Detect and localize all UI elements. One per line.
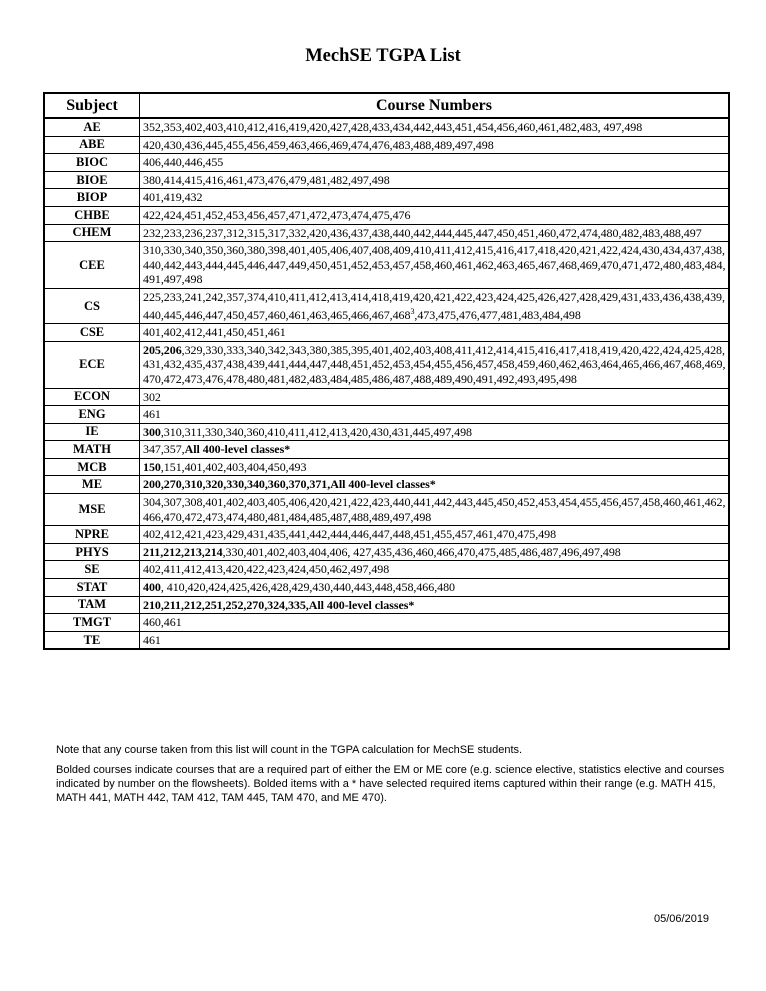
required-courses: All 400-level classes*	[184, 442, 291, 457]
subject-cell: BIOP	[44, 189, 140, 207]
course-numbers-cell	[140, 494, 730, 526]
required-courses: 300	[143, 424, 161, 439]
course-numbers-column-header: Course Numbers	[140, 93, 730, 118]
table-row	[44, 406, 729, 424]
table-row	[44, 118, 729, 136]
course-numbers-cell	[140, 288, 730, 323]
table-row	[44, 388, 729, 406]
course-list: 310,330,340,350,360,380,398,401,405,406,407,408,409,410,411,412,415,416,417,418,420,421,422,424,430,434,437,438,440,442,443,444,445,446,447,449,450,451,452,453,457,458,460,461,462,463,465,467,468,469,470,471,472,480,483,484,491,497,498	[143, 243, 726, 287]
course-numbers-cell	[140, 458, 730, 476]
page-title: MechSE TGPA List	[305, 46, 461, 66]
required-courses: 200,270,310,320,330,340,360,370,371,All 400-level classes*	[143, 477, 436, 492]
course-list: ,330,401,402,403,404,406, 427,435,436,460,466,470,475,485,486,487,496,497,498	[222, 544, 621, 559]
course-list: ,473,475,476,477,481,483,484,498	[414, 307, 581, 322]
course-numbers-cell	[140, 543, 730, 561]
course-numbers-cell	[140, 388, 730, 406]
course-numbers-cell	[140, 224, 730, 242]
course-numbers-cell	[140, 441, 730, 459]
table-header-row	[44, 93, 729, 118]
table-row	[44, 596, 729, 614]
table-row	[44, 526, 729, 544]
course-numbers-cell	[140, 324, 730, 342]
course-numbers-cell	[140, 189, 730, 207]
table-row	[44, 136, 729, 154]
course-list: 401,402,412,441,450,451,461	[143, 325, 286, 340]
course-numbers-cell	[140, 206, 730, 224]
subject-cell: MSE	[44, 494, 140, 526]
table-body	[44, 118, 729, 649]
subject-column-header: Subject	[44, 93, 140, 118]
subject-cell: ABE	[44, 136, 140, 154]
subject-cell: CSE	[44, 324, 140, 342]
subject-cell: ECON	[44, 388, 140, 406]
table-row	[44, 189, 729, 207]
note-tgpa-count: Note that any course taken from this list will count in the TGPA calculation for MechSE students.	[56, 744, 523, 756]
course-list: 461	[143, 632, 161, 647]
course-numbers-cell	[140, 631, 730, 649]
note-bolded-courses: Bolded courses indicate courses that are a required part of either the EM or ME core (e.g. science elective, statistics elective and courses indicated by number on the flowsheets). Bolded items with a * have selected required items captured within their range (e.g. MATH 415, MATH 441, MATH 442, TAM 412, TAM 445, TAM 470, and ME 470).	[56, 764, 725, 804]
tgpa-table	[43, 92, 730, 650]
table-row	[44, 171, 729, 189]
subject-cell: ENG	[44, 406, 140, 424]
course-list: ,310,311,330,340,360,410,411,412,413,420,430,431,445,497,498	[160, 424, 472, 439]
subject-cell: CEE	[44, 242, 140, 289]
subject-cell: NPRE	[44, 526, 140, 544]
subject-cell: TMGT	[44, 614, 140, 632]
subject-cell: CHBE	[44, 206, 140, 224]
course-numbers-cell	[140, 561, 730, 579]
subject-cell: MATH	[44, 441, 140, 459]
course-list: 461	[143, 407, 161, 422]
table-row	[44, 579, 729, 597]
notes-section	[56, 743, 728, 811]
course-numbers-cell	[140, 341, 730, 388]
course-list: 225,233,241,242,357,374,410,411,412,413,414,418,419,420,421,422,423,424,425,426,427,428,429,431,433,436,438,439,440,445,446,447,450,457,460,461,463,465,466,467,468	[143, 289, 725, 322]
course-numbers-cell	[140, 154, 730, 172]
required-courses: 400	[143, 580, 161, 595]
table-row	[44, 543, 729, 561]
course-numbers-cell	[140, 526, 730, 544]
course-list: ,329,330,333,340,342,343,380,385,395,401,402,403,408,411,412,414,415,416,417,418,419,420,422,424,425,428,431,432,435,437,438,439,441,444,447,448,451,452,453,454,455,456,457,458,459,460,462,463,464,465,466,467,468,469,470,472,473,476,478,480,481,482,483,484,485,486,487,488,489,490,491,492,493,495,498	[143, 342, 726, 386]
table-row	[44, 631, 729, 649]
required-courses: 210,211,212,251,252,270,324,335,All 400-level classes*	[143, 597, 415, 612]
subject-cell: PHYS	[44, 543, 140, 561]
required-courses: 205,206	[143, 342, 182, 357]
table-row	[44, 441, 729, 459]
subject-cell: AE	[44, 118, 140, 136]
course-list: 406,440,446,455	[143, 155, 224, 170]
course-list: 302	[143, 389, 161, 404]
subject-cell: ME	[44, 476, 140, 494]
table-row	[44, 494, 729, 526]
footnote-marker: 3	[410, 306, 415, 316]
document-date: 05/06/2019	[654, 913, 710, 925]
subject-cell: CHEM	[44, 224, 140, 242]
course-numbers-cell	[140, 579, 730, 597]
table-row	[44, 242, 729, 289]
course-numbers-cell	[140, 242, 730, 289]
table-row	[44, 476, 729, 494]
course-list: 352,353,402,403,410,412,416,419,420,427,428,433,434,442,443,451,454,456,460,461,482,483, 497,498	[143, 120, 643, 134]
subject-cell: CS	[44, 288, 140, 323]
subject-cell: ECE	[44, 341, 140, 388]
required-courses: 211,212,213,214	[143, 544, 223, 559]
table-row	[44, 324, 729, 342]
course-list: 402,412,421,423,429,431,435,441,442,444,446,447,448,451,455,457,461,470,475,498	[143, 527, 557, 542]
subject-cell: BIOC	[44, 154, 140, 172]
table-row	[44, 423, 729, 441]
table-row	[44, 341, 729, 388]
table-row	[44, 154, 729, 172]
course-numbers-cell	[140, 614, 730, 632]
required-courses: 150	[143, 459, 161, 474]
course-numbers-cell	[140, 476, 730, 494]
table-row	[44, 458, 729, 476]
course-list: 460,461	[143, 615, 182, 630]
course-list: 402,411,412,413,420,422,423,424,450,462,497,498	[143, 562, 390, 577]
subject-cell: SE	[44, 561, 140, 579]
subject-cell: BIOE	[44, 171, 140, 189]
table-row	[44, 288, 729, 323]
course-numbers-cell	[140, 406, 730, 424]
subject-cell: STAT	[44, 579, 140, 597]
course-numbers-cell	[140, 171, 730, 189]
course-numbers-cell	[140, 136, 730, 154]
course-list: ,151,401,402,403,404,450,493	[160, 459, 307, 474]
course-numbers-cell	[140, 423, 730, 441]
table-row	[44, 614, 729, 632]
course-numbers-cell	[140, 118, 730, 136]
course-list: 380,414,415,416,461,473,476,479,481,482,497,498	[143, 172, 390, 187]
course-list: 401,419,432	[143, 190, 203, 205]
course-list: 347,357,	[143, 442, 185, 457]
course-list: 232,233,236,237,312,315,317,332,420,436,437,438,440,442,444,445,447,450,451,460,472,474,480,482,483,488,497	[143, 225, 702, 240]
table-row	[44, 561, 729, 579]
course-numbers-cell	[140, 596, 730, 614]
subject-cell: TE	[44, 631, 140, 649]
subject-cell: MCB	[44, 458, 140, 476]
subject-cell: IE	[44, 423, 140, 441]
subject-cell: TAM	[44, 596, 140, 614]
course-list: , 410,420,424,425,426,428,429,430,440,443,448,458,466,480	[160, 580, 456, 595]
course-list: 304,307,308,401,402,403,405,406,420,421,422,423,440,441,442,443,445,450,452,453,454,455,456,457,458,460,461,462,466,470,472,473,474,480,481,484,485,487,488,489,497,498	[143, 495, 726, 524]
table-row	[44, 206, 729, 224]
table-row	[44, 224, 729, 242]
course-list: 422,424,451,452,453,456,457,471,472,473,474,475,476	[143, 207, 411, 222]
course-list: 420,430,436,445,455,456,459,463,466,469,474,476,483,488,489,497,498	[143, 137, 494, 152]
